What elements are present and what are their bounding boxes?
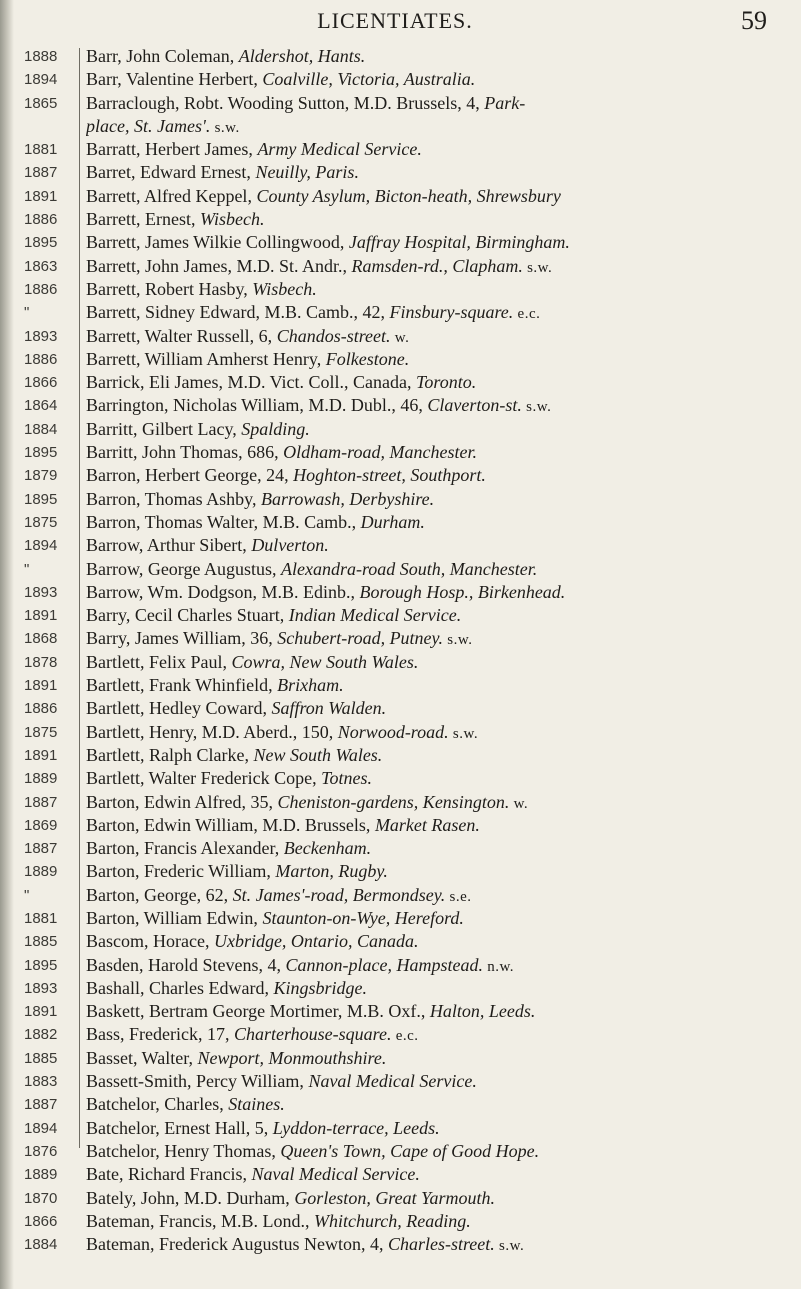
entry-address: Naval Medical Service.	[308, 1071, 477, 1092]
list-item	[86, 581, 798, 604]
entry-name: Bartlett, Walter Frederick Cope,	[86, 768, 322, 789]
entry-year: 1884	[24, 420, 58, 438]
entry-address: Market Rasen.	[374, 814, 480, 835]
list-item	[86, 464, 798, 487]
entry-year: 1894	[24, 71, 58, 89]
entry-year: 1893	[24, 327, 58, 345]
entry-address: Neuilly, Paris.	[255, 162, 359, 183]
entry-address: Aldershot, Hants.	[238, 46, 366, 66]
entry-name: Barrick, Eli James, M.D. Vict. Coll., Canada,	[86, 372, 417, 393]
list-item	[86, 115, 798, 138]
list-item	[86, 208, 798, 231]
entry-name: Barron, Thomas Ashby,	[86, 488, 261, 509]
entry-address: Charles-street.	[387, 1234, 495, 1255]
entry-address: Claverton-st.	[427, 395, 522, 416]
list-item	[86, 744, 798, 767]
entry-name: Barron, Herbert George, 24,	[86, 465, 294, 486]
entry-address: Beckenham.	[283, 838, 372, 859]
entry-address: Schubert-road, Putney.	[277, 628, 444, 649]
entry-year: 1893	[24, 979, 58, 997]
entry-name: Barton, Edwin Alfred, 35,	[86, 791, 278, 812]
entry-address: Wisbech.	[252, 278, 317, 299]
list-item	[86, 1233, 798, 1256]
entry-year: 1891	[24, 746, 58, 764]
entry-year: 1885	[24, 933, 58, 951]
entry-year: 1883	[24, 1073, 58, 1091]
entry-address: Queen's Town, Cape of Good Hope.	[280, 1140, 540, 1161]
entry-name: Batchelor, Ernest Hall, 5,	[86, 1117, 273, 1138]
entry-postal-district: n.w.	[482, 958, 515, 975]
entry-name: Bartlett, Felix Paul,	[86, 651, 232, 672]
entry-address: Naval Medical Service.	[251, 1164, 420, 1185]
entry-postal-district: w.	[390, 329, 410, 346]
entry-address: Staines.	[228, 1094, 285, 1115]
entry-name: Barratt, Herbert James,	[86, 139, 258, 160]
entry-postal-district: e.c.	[513, 306, 541, 323]
entry-name: Barritt, Gilbert Lacy,	[86, 418, 242, 439]
entry-year: 1886	[24, 700, 58, 718]
entry-name: Bartlett, Ralph Clarke,	[86, 744, 254, 765]
entry-year: 1886	[24, 280, 58, 298]
entry-year: 1870	[24, 1189, 58, 1207]
entry-year: 1887	[24, 793, 58, 811]
entry-name: Bartlett, Frank Whinfield,	[86, 675, 278, 696]
entry-year: 1876	[24, 1142, 58, 1160]
entry-year: 1894	[24, 1119, 58, 1137]
list-item	[86, 930, 798, 953]
list-item	[86, 534, 798, 557]
entry-year: 1884	[24, 1236, 58, 1254]
list-item	[86, 1070, 798, 1093]
entry-address: Spalding.	[241, 418, 310, 439]
entry-name: Bateman, Francis, M.B. Lond.,	[86, 1210, 314, 1231]
list-item	[86, 954, 798, 977]
entry-year: "	[24, 886, 30, 904]
list-item	[86, 860, 798, 883]
entry-year: 1863	[24, 257, 58, 275]
list-item	[86, 814, 798, 837]
entry-postal-district: s.w.	[448, 725, 479, 742]
entry-name: Bartlett, Hedley Coward,	[86, 698, 272, 719]
entry-name: Basset, Walter,	[86, 1047, 198, 1068]
list-item	[86, 627, 798, 650]
entry-address: Chandos-street.	[276, 325, 391, 346]
entry-address: County Asylum, Bicton-heath, Shrewsbury	[256, 185, 561, 206]
entry-postal-district: w.	[509, 795, 529, 812]
entry-year: 1881	[24, 909, 58, 927]
entry-year: 1864	[24, 397, 58, 415]
list-item	[86, 1117, 798, 1140]
entry-year: 1891	[24, 607, 58, 625]
list-item	[86, 488, 798, 511]
list-item	[86, 1023, 798, 1046]
entry-address: Newport, Monmouthshire.	[197, 1047, 387, 1068]
entry-address: Totnes.	[321, 768, 373, 789]
entry-name: Barry, James William, 36,	[86, 628, 278, 649]
list-item	[86, 1210, 798, 1233]
entry-address: Alexandra-road South, Manchester.	[280, 558, 538, 579]
entry-postal-district: e.c.	[391, 1028, 419, 1045]
list-item	[86, 977, 798, 1000]
entry-name: Barron, Thomas Walter, M.B. Camb.,	[86, 511, 361, 532]
entry-name: Barrett, Ernest,	[86, 209, 200, 230]
entry-year: 1891	[24, 187, 58, 205]
entry-name: Barrett, James Wilkie Collingwood,	[86, 232, 349, 253]
list-item	[86, 1093, 798, 1116]
entry-name: Bately, John, M.D. Durham,	[86, 1187, 295, 1208]
list-item	[86, 697, 798, 720]
list-item	[86, 1140, 798, 1163]
entry-address: Halton, Leeds.	[429, 1001, 536, 1022]
entry-year: "	[24, 560, 30, 578]
entry-name: Bartlett, Henry, M.D. Aberd., 150,	[86, 721, 338, 742]
entry-address: Park-	[484, 92, 526, 113]
entry-name: Barret, Edward Ernest,	[86, 162, 256, 183]
entry-address: New South Wales.	[253, 744, 383, 765]
list-item	[86, 92, 798, 115]
list-item	[86, 1187, 798, 1210]
list-item	[86, 907, 798, 930]
entry-postal-district: s.w.	[521, 399, 552, 416]
entry-year: 1895	[24, 956, 58, 974]
entry-year: 1887	[24, 164, 58, 182]
entry-address: Army Medical Service.	[257, 139, 422, 160]
entry-address: Wisbech.	[199, 209, 265, 230]
entry-name: Barton, Francis Alexander,	[86, 838, 284, 859]
entry-postal-district: s.e.	[445, 888, 472, 905]
entry-address: Saffron Walden.	[271, 698, 387, 719]
page-number: 59	[741, 6, 767, 35]
entry-name: Barrow, Arthur Sibert,	[86, 535, 252, 556]
entry-name: Barrett, Walter Russell, 6,	[86, 325, 277, 346]
entry-year: 1881	[24, 141, 58, 159]
column-rule	[79, 48, 80, 1148]
list-item	[86, 231, 798, 254]
entry-year: 1891	[24, 1003, 58, 1021]
list-item	[86, 441, 798, 464]
entry-name: Barrett, Robert Hasby,	[86, 278, 253, 299]
entry-year: 1895	[24, 490, 58, 508]
entry-name: Bassett-Smith, Percy William,	[86, 1071, 309, 1092]
list-item	[86, 1000, 798, 1023]
entry-year: 1875	[24, 723, 58, 741]
list-item	[86, 394, 798, 417]
list-item	[86, 185, 798, 208]
entry-year: 1886	[24, 211, 58, 229]
entry-year: 1879	[24, 467, 58, 485]
list-item	[86, 371, 798, 394]
page-header	[0, 8, 801, 38]
entry-address: Finsbury-square.	[389, 302, 514, 323]
entry-year: 1889	[24, 1166, 58, 1184]
entry-postal-district: s.w.	[210, 119, 240, 136]
entry-year: 1888	[24, 48, 58, 65]
entry-name: Bass, Frederick, 17,	[86, 1024, 234, 1045]
entry-name: Bateman, Frederick Augustus Newton, 4,	[86, 1234, 388, 1255]
entry-name: Bascom, Horace,	[86, 931, 214, 952]
entry-name: Barry, Cecil Charles Stuart,	[86, 605, 289, 626]
entry-address: Durham.	[360, 511, 425, 532]
entry-address: Cannon-place, Hampstead.	[285, 954, 483, 975]
list-item	[86, 1047, 798, 1070]
entry-name: Barr, John Coleman,	[86, 46, 239, 66]
entry-year: 1885	[24, 1049, 58, 1067]
entry-address: Uxbridge, Ontario, Canada.	[213, 931, 419, 952]
entry-address: Marton, Rugby.	[275, 861, 388, 882]
entry-year: 1895	[24, 234, 58, 252]
entry-name: Barrow, Wm. Dodgson, M.B. Edinb.,	[86, 581, 360, 602]
entry-year: 1887	[24, 1096, 58, 1114]
entry-address: Gorleston, Great Yarmouth.	[294, 1187, 496, 1208]
list-item	[86, 511, 798, 534]
entry-address: Coalville, Victoria, Australia.	[262, 69, 476, 90]
entry-year: 1878	[24, 653, 58, 671]
entry-name: Baskett, Bertram George Mortimer, M.B. Oxf.,	[86, 1001, 430, 1022]
list-item	[86, 558, 798, 581]
entry-year: 1882	[24, 1026, 58, 1044]
entry-address: Barrowash, Derbyshire.	[261, 488, 435, 509]
entry-postal-district: s.w.	[443, 632, 473, 649]
entry-address: Hoghton-street, Southport.	[293, 465, 486, 486]
entry-year: 1891	[24, 677, 58, 695]
entry-name: Barr, Valentine Herbert,	[86, 69, 263, 90]
running-title: LICENTIATES.	[317, 8, 473, 33]
entry-address: Norwood-road.	[337, 721, 449, 742]
entry-year: 1889	[24, 770, 58, 788]
entry-year: 1889	[24, 863, 58, 881]
list-item	[86, 1163, 798, 1186]
entry-address: Kingsbridge.	[273, 977, 367, 998]
list-item	[86, 325, 798, 348]
entry-address: Oldham-road, Manchester.	[283, 442, 477, 463]
entry-name: Barrett, Sidney Edward, M.B. Camb., 42,	[86, 302, 390, 323]
entry-year: 1868	[24, 630, 58, 648]
entry-year: "	[24, 304, 30, 322]
entry-name: Barritt, John Thomas, 686,	[86, 442, 284, 463]
entry-name: Barraclough, Robt. Wooding Sutton, M.D. Brussels, 4,	[86, 92, 485, 113]
entry-address: Borough Hosp., Birkenhead.	[359, 581, 566, 602]
list-item	[86, 604, 798, 627]
entry-year: 1866	[24, 374, 58, 392]
list-item	[86, 138, 798, 161]
list-item	[86, 791, 798, 814]
list-item	[86, 674, 798, 697]
entry-name: Bashall, Charles Edward,	[86, 977, 274, 998]
list-item	[86, 348, 798, 371]
entry-name: Barrow, George Augustus,	[86, 558, 281, 579]
entry-name: Barrett, William Amherst Henry,	[86, 348, 326, 369]
entry-address: St. James'-road, Bermondsey.	[232, 884, 446, 905]
entry-address: place, St. James'.	[86, 115, 211, 136]
entry-year: 1894	[24, 537, 58, 555]
entry-name: Barton, Edwin William, M.D. Brussels,	[86, 814, 375, 835]
year-column	[14, 45, 94, 1256]
entry-address: Brixham.	[277, 675, 344, 696]
entry-year: 1895	[24, 444, 58, 462]
entry-address: Lyddon-terrace, Leeds.	[272, 1117, 440, 1138]
list-item	[86, 651, 798, 674]
entry-address: Folkestone.	[325, 348, 410, 369]
entry-year: 1869	[24, 816, 58, 834]
entry-postal-district: s.w.	[494, 1238, 525, 1255]
entry-name: Barrington, Nicholas William, M.D. Dubl., 46,	[86, 395, 428, 416]
binding-gutter-shadow	[0, 0, 14, 1289]
entry-name: Barton, Frederic William,	[86, 861, 276, 882]
list-item	[86, 884, 798, 907]
entry-name: Batchelor, Henry Thomas,	[86, 1140, 281, 1161]
entry-year: 1893	[24, 583, 58, 601]
entry-address: Cowra, New South Wales.	[231, 651, 419, 672]
entry-year: 1886	[24, 350, 58, 368]
list-item	[86, 161, 798, 184]
entry-name: Batchelor, Charles,	[86, 1094, 229, 1115]
list-item	[86, 255, 798, 278]
entry-name: Barrett, Alfred Keppel,	[86, 185, 257, 206]
list-item	[86, 68, 798, 91]
entry-name: Barton, George, 62,	[86, 884, 233, 905]
list-item	[86, 767, 798, 790]
entry-year: 1875	[24, 513, 58, 531]
entry-postal-district: s.w.	[522, 259, 553, 276]
entry-address: Ramsden-rd., Clapham.	[351, 255, 523, 276]
list-item	[86, 45, 798, 68]
entry-year: 1865	[24, 94, 58, 112]
list-item	[86, 278, 798, 301]
list-item	[86, 301, 798, 324]
entry-name: Barrett, John James, M.D. St. Andr.,	[86, 255, 352, 276]
licentiate-list	[86, 45, 798, 1256]
entry-year: 1887	[24, 840, 58, 858]
entry-name: Bate, Richard Francis,	[86, 1164, 252, 1185]
list-item	[86, 418, 798, 441]
list-item	[86, 721, 798, 744]
entry-address: Staunton-on-Wye, Hereford.	[262, 907, 464, 928]
entry-address: Whitchurch, Reading.	[313, 1210, 471, 1231]
entry-name: Barton, William Edwin,	[86, 907, 263, 928]
entry-year	[14, 115, 94, 138]
entry-address: Toronto.	[416, 372, 477, 393]
entry-address: Charterhouse-square.	[233, 1024, 392, 1045]
entry-address: Dulverton.	[251, 535, 329, 556]
list-item	[86, 837, 798, 860]
entry-address: Cheniston-gardens, Kensington.	[277, 791, 510, 812]
entry-address: Indian Medical Service.	[288, 605, 462, 626]
entry-name: Basden, Harold Stevens, 4,	[86, 954, 286, 975]
entry-year: 1866	[24, 1212, 58, 1230]
entry-address: Jaffray Hospital, Birmingham.	[348, 232, 570, 253]
